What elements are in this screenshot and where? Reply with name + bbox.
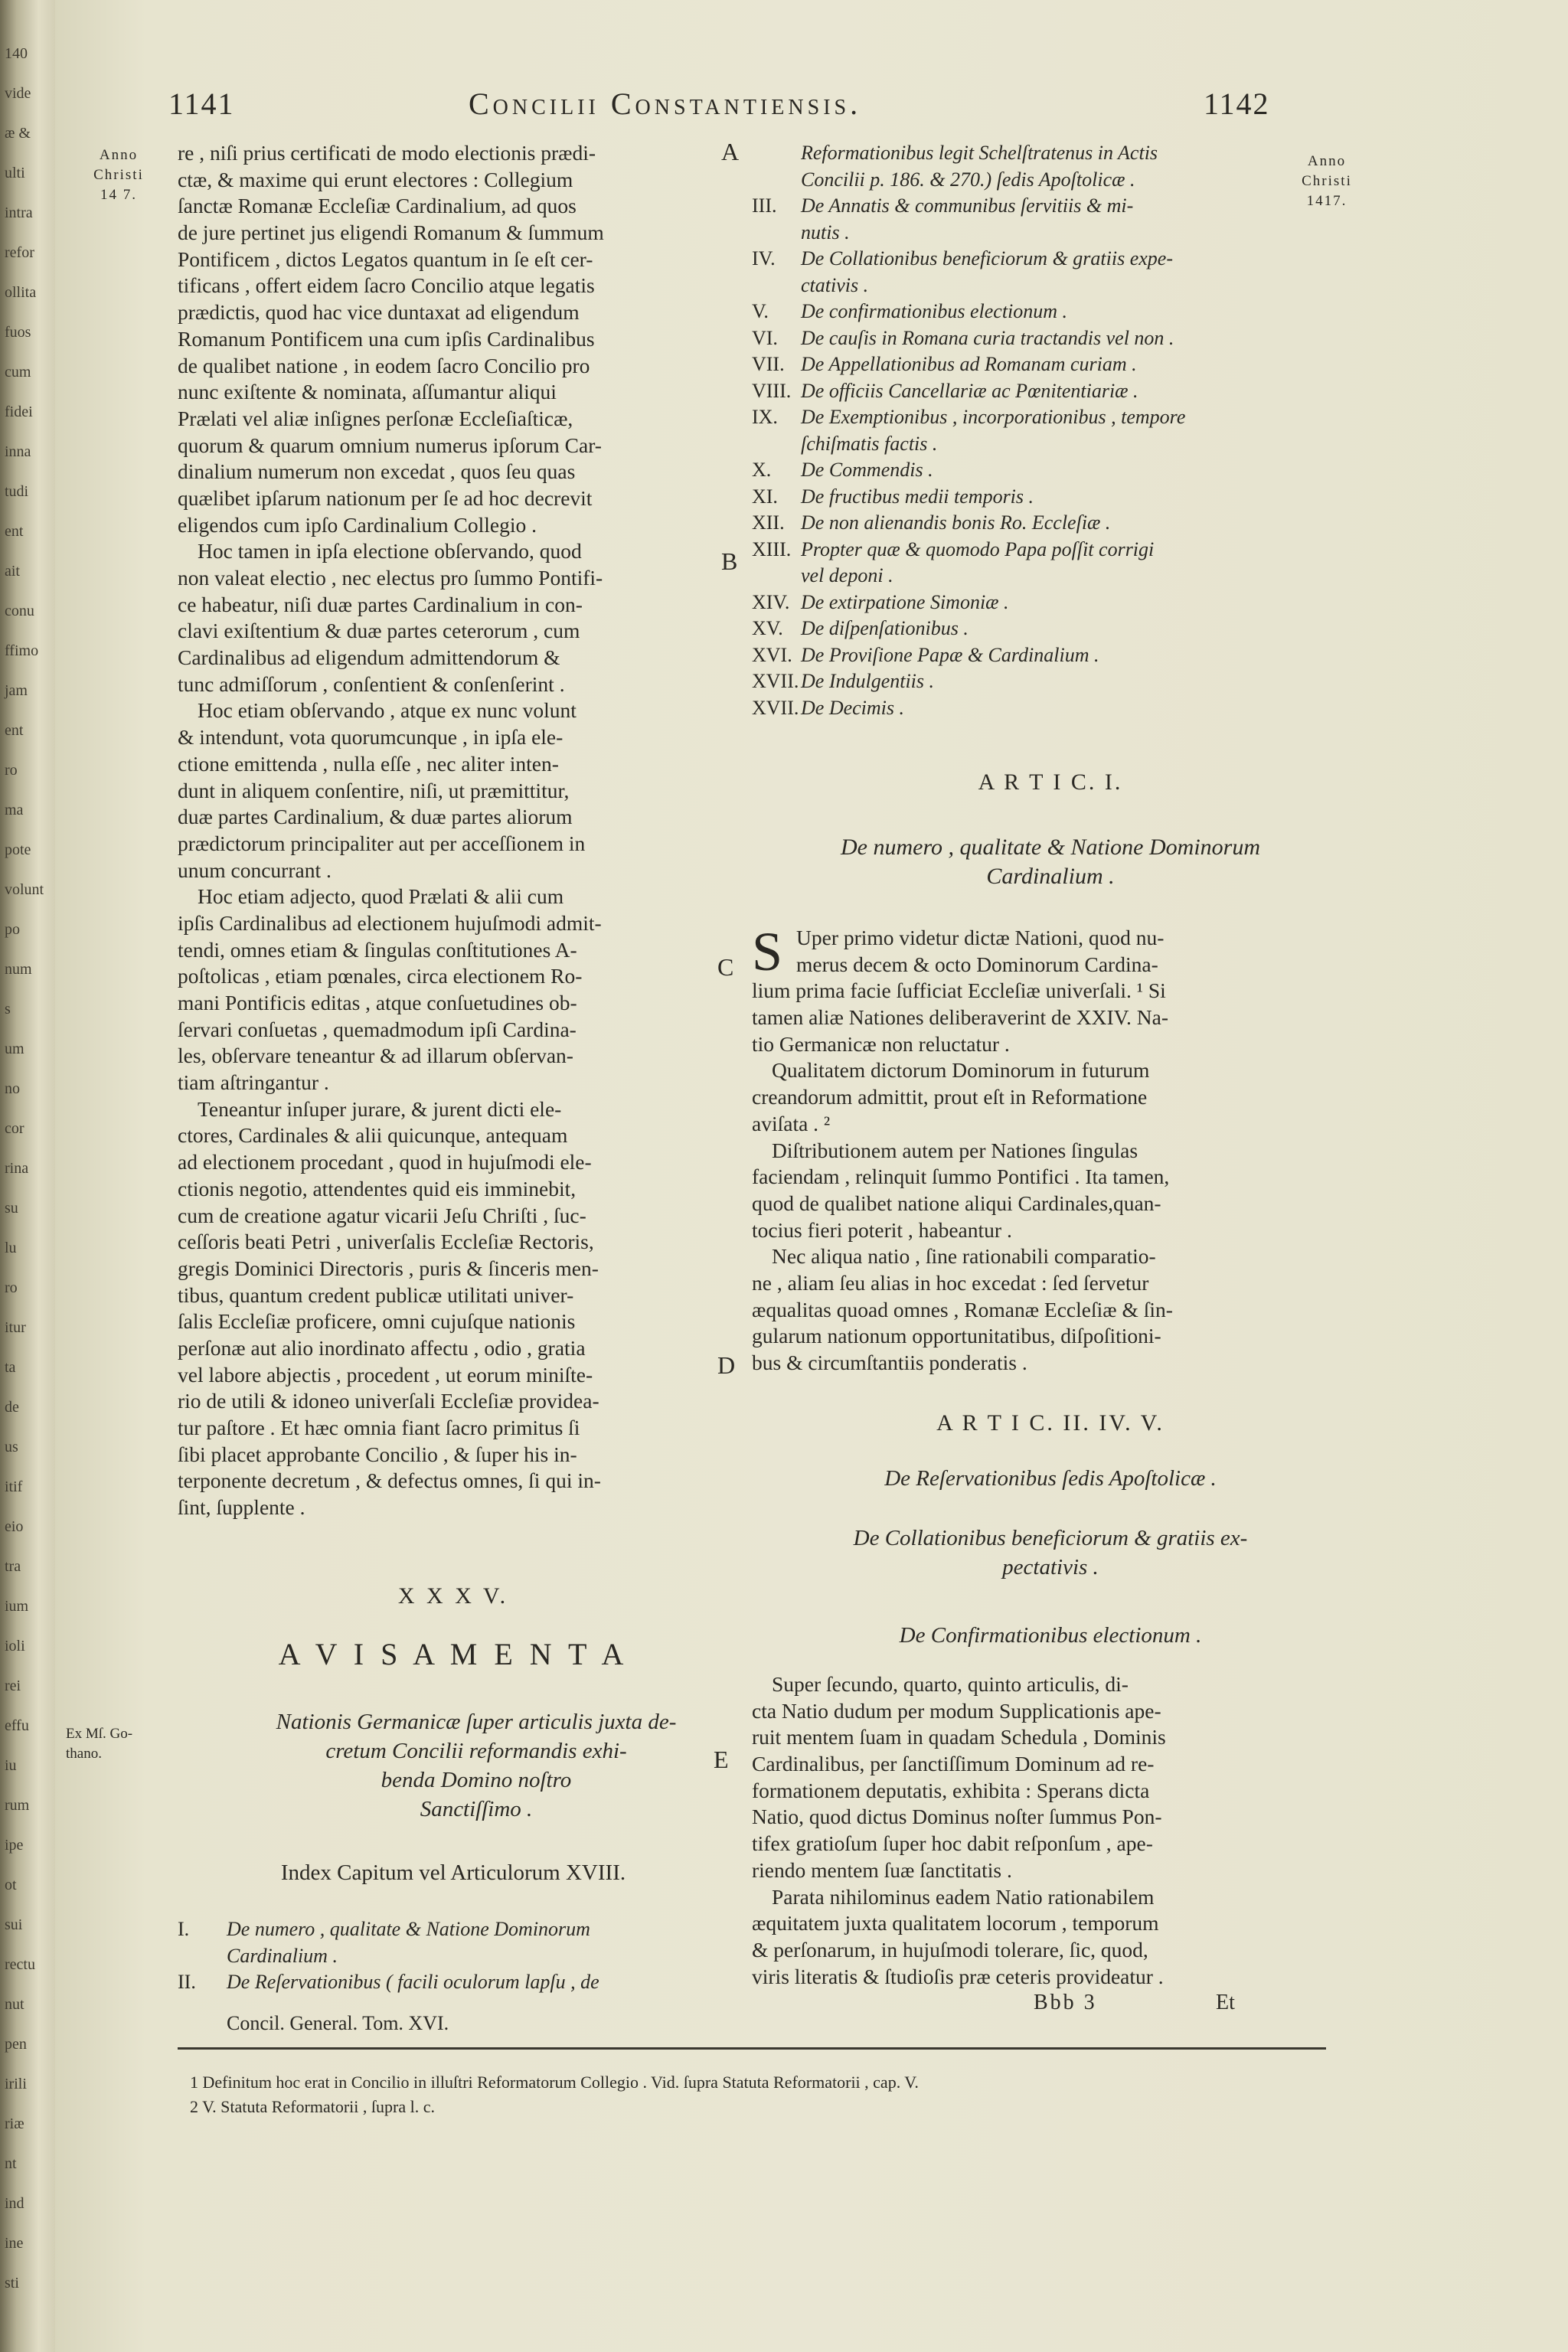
spine-text-fragment: refor: [5, 244, 34, 261]
spine-text-fragment: itif: [5, 1478, 23, 1495]
index-text: De Proviſione Papæ & Cardinalium .: [801, 643, 1099, 666]
text-line: non valeat electio , nec electus pro ſummo Pontifi-: [178, 566, 603, 590]
margin-year-left: [77, 145, 161, 205]
spine-text-fragment: fidei: [5, 403, 33, 420]
index-item: [752, 193, 1349, 220]
text-line: ſint, ſupplente .: [178, 1495, 305, 1520]
text-line: Diſtributionem autem per Nationes ſingulas: [772, 1138, 1138, 1162]
index-number: II.: [178, 1971, 196, 1993]
index-item: [752, 668, 1349, 695]
spine-text-fragment: po: [5, 921, 20, 938]
document-subtitle: [178, 1707, 775, 1824]
artic1-title-line: De numero , qualitate & Natione Dominorum: [840, 835, 1260, 860]
spine-text-fragment: tra: [5, 1558, 21, 1575]
text-line: Cardinalibus ad eligendum admittendorum &: [178, 645, 560, 670]
text-line: gregis Dominici Directoris , puris & ſinceris men-: [178, 1256, 599, 1280]
artic2-title: De Reſervationibus ſedis Apoſtolicæ .: [884, 1466, 1217, 1491]
margin-source-line: Ex Mſ. Go-: [66, 1726, 133, 1742]
spine-text-fragment: de: [5, 1399, 19, 1416]
text-line: creandorum admittit, prout eſt in Reformatione: [752, 1085, 1148, 1109]
index-list-left: [178, 1916, 775, 1996]
section-letter: D: [717, 1351, 736, 1379]
drop-cap: S: [752, 921, 783, 982]
margin-source-note: [66, 1724, 165, 1764]
index-number: VII.: [752, 353, 785, 375]
index-item: [752, 484, 1349, 511]
text-line: formationem deputatis, exhibita : Sperans dicta: [752, 1778, 1150, 1802]
page-number-left: 1141: [168, 87, 235, 121]
text-line: tocius fieri poterit , habeantur .: [752, 1217, 1012, 1242]
text-line: ipſis Cardinalibus ad electionem hujuſmodi admit-: [178, 910, 602, 935]
text-line: cta Natio dudum per modum Supplicationis ape-: [752, 1698, 1161, 1723]
text-line: lium prima facie ſufficiat Eccleſiæ univerſali. ¹ Si: [752, 978, 1166, 1003]
text-line: tur paſtore . Et hæc omnia fiant ſacro primitus ſi: [178, 1416, 580, 1439]
spine-text-fragment: 140: [5, 45, 28, 62]
text-line: tio Germanicæ non reluctatur .: [752, 1031, 1010, 1056]
index-number: III.: [752, 194, 777, 217]
spine-text-fragment: s: [5, 1001, 11, 1018]
index-text: De Commendis .: [801, 459, 933, 481]
spine-text-fragment: rum: [5, 1797, 30, 1814]
text-line: æqualitas quoad omnes , Romanæ Eccleſiæ & ſin-: [752, 1297, 1173, 1321]
margin-source-line: thano.: [66, 1746, 102, 1762]
margin-year-left-line: Christi: [93, 167, 144, 183]
text-line: quod de qualibet natione aliqui Cardinales,quan-: [752, 1191, 1161, 1215]
spine-text-fragment: um: [5, 1040, 24, 1057]
artic1-heading: A R T I C. I.: [978, 769, 1123, 795]
catchword: Et: [1216, 1991, 1235, 2014]
text-line: Pontificem , dictos Legatos quantum in ſe eſt cer-: [178, 247, 593, 271]
index-text-cont: ſchiſmatis factis .: [801, 432, 938, 455]
text-line: ctores, Cardinales & alii quicunque, antequam: [178, 1123, 568, 1148]
document-title: A V I S A M E N T A: [278, 1637, 629, 1671]
artic1-title-line: Cardinalium .: [986, 864, 1115, 889]
text-line: riendo mentem ſuæ ſanctitatis .: [752, 1857, 1012, 1882]
index-text: Reformationibus legit Schelſtratenus in Actis: [801, 142, 1158, 164]
index-number: IV.: [752, 247, 776, 270]
text-line: & intendunt, vota quorumcunque , in ipſa ele-: [178, 725, 564, 750]
spine-text-fragment: nut: [5, 1996, 24, 2013]
index-item: [752, 457, 1349, 484]
index-item: [752, 325, 1349, 352]
index-item: [752, 167, 1349, 194]
text-line: ceſſoris beati Petri , univerſalis Eccleſiæ Rectoris,: [178, 1230, 594, 1254]
spine-text-fragment: conu: [5, 603, 34, 619]
subtitle-line: benda Domino noſtro: [381, 1768, 572, 1792]
spine-text-fragment: sti: [5, 2275, 19, 2292]
text-line: Romanum Pontificem una cum ipſis Cardinalibus: [178, 326, 595, 351]
spine-text-fragment: lu: [5, 1240, 17, 1256]
text-line: de jure pertinet jus eligendi Romanum & ſummum: [178, 220, 604, 245]
text-line: re , niſi prius certificati de modo electionis prædi-: [178, 141, 596, 165]
text-line: ſanctæ Romanæ Eccleſiæ Cardinalium, ad quos: [178, 194, 577, 218]
index-number: XV.: [752, 617, 783, 639]
artic2-title-line: pectativis .: [1002, 1555, 1099, 1579]
index-text-cont: vel deponi .: [801, 564, 893, 586]
text-line: tifex gratioſum ſuper hoc dabit reſponſum , ape-: [752, 1831, 1153, 1856]
signature-mark: Bbb 3: [1034, 1991, 1097, 2014]
index-text: De Appellationibus ad Romanam curiam .: [801, 353, 1137, 375]
text-line: terponente decretum , & defectus omnes, ſi qui in-: [178, 1468, 601, 1493]
text-line: ctionis negotio, attendentes quid eis imminebit,: [178, 1176, 577, 1200]
artic2-text: [752, 1671, 1349, 1990]
index-number: IX.: [752, 406, 778, 428]
index-text: De Reſervationibus ( facili oculorum lapſu , de: [227, 1971, 599, 1993]
index-item: [752, 404, 1349, 431]
text-line: æquitatem juxta qualitatem locorum , temporum: [752, 1911, 1159, 1936]
text-line: ctæ, & maxime qui erunt electores : Collegium: [178, 167, 573, 191]
index-number: XVII.: [752, 696, 799, 719]
text-line: ne , aliam ſeu alias in hoc excedat : ſed ſervetur: [752, 1270, 1149, 1295]
spine-text-fragment: rectu: [5, 1956, 35, 1973]
index-text: De Annatis & communibus ſervitiis & mi-: [801, 194, 1134, 217]
index-text: De Collationibus beneficiorum & gratiis expe-: [801, 247, 1173, 270]
text-line: Uper primo videtur dictæ Nationi, quod nu-: [796, 926, 1165, 949]
artic1-text: [752, 921, 1349, 1377]
spine-text-fragment: rina: [5, 1160, 29, 1177]
text-line: merus decem & octo Dominorum Cardina-: [796, 952, 1158, 976]
text-line: aviſata . ²: [752, 1111, 831, 1135]
index-text: De officiis Cancellariæ ac Pœnitentiariæ .: [801, 379, 1138, 402]
index-number: XII.: [752, 511, 785, 534]
index-text: De non alienandis bonis Ro. Eccleſiæ .: [801, 511, 1111, 534]
left-column-text: [178, 140, 775, 1521]
text-line: les, obſervare teneantur & ad illarum obſervan-: [178, 1044, 573, 1068]
text-line: faciendam , relinquit ſummo Pontifici . Ita tamen,: [752, 1165, 1170, 1189]
index-item: [752, 590, 1349, 616]
index-text: De fructibus medii temporis .: [801, 485, 1034, 508]
index-text-cont: nutis .: [801, 220, 850, 243]
text-line: ad electionem procedant , quod in hujuſmodi ele-: [178, 1150, 592, 1174]
spine-text-fragment: us: [5, 1439, 18, 1455]
text-line: tificans , offert eidem ſacro Concilio atque legatis: [178, 273, 595, 298]
spine-text-fragment: ind: [5, 2195, 24, 2212]
text-line: eligendos cum ipſo Cardinalium Collegio .: [178, 512, 537, 537]
spine-text-fragment: iu: [5, 1757, 17, 1774]
subtitle-line: Sanctiſſimo .: [420, 1797, 533, 1821]
index-text: Propter quæ & quomodo Papa poſſit corrigi: [801, 537, 1155, 560]
text-line: tiam aſtringantur .: [178, 1070, 329, 1095]
index-item: [752, 299, 1349, 325]
text-line: mani Pontificis editas , atque conſuetudines ob-: [178, 991, 577, 1014]
volume-signature-line: Concil. General. Tom. XVI.: [227, 2012, 449, 2034]
spine-text-fragment: su: [5, 1200, 18, 1217]
text-line: ctione emittenda , nulla eſſe , nec aliter inten-: [178, 751, 559, 776]
text-line: Natio, quod dictus Dominus noſter ſummus Pon-: [752, 1805, 1162, 1829]
spine-text-fragment: ulti: [5, 165, 25, 181]
text-line: ſalis Eccleſiæ proficere, omni cujuſque nationis: [178, 1309, 576, 1334]
index-text-cont: ctativis .: [801, 273, 869, 296]
margin-year-left-line: 14 7.: [100, 187, 137, 203]
artic1-title: [752, 833, 1349, 891]
margin-year-right-line: 1417.: [1306, 193, 1348, 209]
spine-text-fragment: nt: [5, 2155, 17, 2172]
text-line: Qualitatem dictorum Dominorum in futurum: [772, 1058, 1150, 1083]
spine-text-fragment: num: [5, 961, 32, 978]
text-line: Hoc etiam adjecto, quod Prælati & alii cum: [198, 884, 564, 909]
text-line: ce habeatur, niſi duæ partes Cardinalium in con-: [178, 592, 583, 616]
spine-text-fragment: no: [5, 1080, 20, 1097]
book-spine-gutter: [0, 0, 55, 2352]
text-line: duæ partes Cardinalium, & duæ partes aliorum: [178, 805, 573, 829]
section-number: X X X V.: [397, 1583, 509, 1609]
spine-text-fragment: riæ: [5, 2115, 24, 2132]
book-page: [55, 0, 1568, 2352]
index-item: [752, 140, 1349, 167]
spine-text-fragment: ro: [5, 1279, 18, 1296]
spine-text-fragment: cum: [5, 364, 31, 381]
spine-text-fragment: jam: [5, 682, 28, 699]
text-line: Cardinalibus, per ſanctiſſimum Dominum ad re-: [752, 1752, 1155, 1776]
spine-text-fragment: ium: [5, 1598, 29, 1615]
text-line: poſtolicas , etiam pœnales, circa electionem Ro-: [178, 964, 583, 988]
section-letter: C: [717, 953, 734, 981]
artic2-heading: A R T I C. II. IV. V.: [936, 1410, 1165, 1436]
text-line: clavi exiſtentium & duæ partes ceterorum , cum: [178, 619, 580, 643]
text-line: Hoc tamen in ipſa electione obſervando, quod: [198, 539, 582, 564]
text-line: quælibet ipſarum nationum per ſe ad hoc decrevit: [178, 485, 593, 510]
index-number: I.: [178, 1918, 190, 1940]
text-line: gularum nationum opportunitatibus, diſpoſitioni-: [752, 1324, 1161, 1348]
spine-text-fragment: effu: [5, 1717, 29, 1734]
index-item: [752, 246, 1349, 273]
margin-year-left-line: Anno: [99, 147, 139, 163]
index-list-right: [752, 140, 1349, 721]
text-line: Super ſecundo, quarto, quinto articulis, di-: [772, 1672, 1129, 1696]
spine-text-fragment: ffimo: [5, 642, 39, 659]
section-letter: A: [721, 138, 740, 165]
text-line: ſibi placet approbante Concilio , & ſuper his in-: [178, 1442, 577, 1466]
spine-text-fragment: ine: [5, 2235, 24, 2252]
text-line: de qualibet natione , in eodem ſacro Concilio pro: [178, 353, 590, 377]
index-item: [752, 537, 1349, 564]
spine-text-fragment: intra: [5, 204, 33, 221]
spine-text-fragment: rei: [5, 1677, 21, 1694]
text-line: & perſonarum, in hujuſmodi tolerare, ſic, quod,: [752, 1937, 1148, 1962]
index-text: De Indulgentiis .: [801, 670, 935, 692]
index-text-cont: Cardinalium .: [227, 1944, 338, 1967]
index-number: XIII.: [752, 537, 792, 560]
text-line: tamen aliæ Nationes deliberaverint de XXIV. Na-: [752, 1005, 1168, 1030]
index-heading: Index Capitum vel Articulorum XVIII.: [280, 1860, 626, 1885]
spine-text-fragment: pote: [5, 841, 31, 858]
spine-text-fragment: inna: [5, 443, 31, 460]
spine-text-fragment: ro: [5, 762, 18, 779]
footnote: 1 Definitum hoc erat in Concilio in illuſtri Reformatorum Collegio . Vid. ſupra Statuta Reformatorii , cap. V.: [190, 2073, 919, 2092]
index-text: De extirpatione Simoniæ .: [801, 590, 1009, 613]
footnote: 2 V. Statuta Reformatorii , ſupra l. c.: [190, 2097, 435, 2116]
spine-text-fragment: eio: [5, 1518, 24, 1535]
index-number: VIII.: [752, 379, 792, 402]
index-item: [178, 1916, 775, 1943]
index-number: XVI.: [752, 643, 792, 666]
spine-text-fragment: ot: [5, 1877, 17, 1893]
spine-text-fragment: ta: [5, 1359, 16, 1376]
text-line: quorum & quarum omnium numerus ipſorum Car-: [178, 433, 602, 457]
index-text: De cauſis in Romana curia tractandis vel non .: [801, 326, 1174, 349]
index-number: XVII.: [752, 670, 799, 692]
text-line: Prælati vel aliæ inſignes perſonæ Eccleſiaſticæ,: [178, 406, 573, 430]
subtitle-line: cretum Concilii reformandis exhi-: [325, 1739, 627, 1763]
text-line: ruit mentem ſuam in quadam Schedula , Dominis: [752, 1725, 1166, 1749]
running-title: Concilii Constantiensis.: [469, 87, 862, 121]
section-letter: B: [721, 547, 738, 575]
footnote-rule: [178, 2047, 1326, 2050]
spine-text-fragment: fuos: [5, 324, 31, 341]
section-letter: E: [714, 1746, 729, 1773]
spine-text-fragment: ent: [5, 722, 24, 739]
text-line: perſonæ aut alio inordinato affectu , odio , gratia: [178, 1335, 586, 1360]
spine-text-fragment: ait: [5, 563, 20, 580]
index-item: [752, 510, 1349, 537]
text-line: dunt in aliquem conſentire, niſi, ut præmittitur,: [178, 778, 570, 802]
text-line: tunc admiſſorum , conſentient & conſenſerint .: [178, 671, 565, 696]
margin-year-right-line: Anno: [1307, 153, 1347, 169]
text-line: Parata nihilominus eadem Natio rationabilem: [772, 1884, 1155, 1909]
index-number: X.: [752, 459, 772, 481]
index-text: De Decimis .: [801, 696, 905, 719]
text-line: Hoc etiam obſervando , atque ex nunc volunt: [198, 698, 577, 723]
text-line: ſervari conſuetas , quemadmodum ipſi Cardina-: [178, 1017, 577, 1041]
text-line: rio de utili & idoneo univerſali Eccleſiæ providea-: [178, 1389, 599, 1413]
index-text: De confirmationibus electionum .: [801, 300, 1068, 322]
artic2-title-line: De Collationibus beneficiorum & gratiis ex-: [853, 1526, 1248, 1550]
index-text: Concilii p. 186. & 270.) ſedis Apoſtolicæ .: [801, 168, 1135, 191]
text-line: bus & circumſtantiis ponderatis .: [752, 1351, 1027, 1374]
text-line: cum de creatione agatur vicarii Jeſu Chriſti , ſuc-: [178, 1203, 586, 1227]
index-number: VI.: [752, 326, 778, 349]
text-line: unum concurrant .: [178, 858, 332, 882]
spine-text-fragment: cor: [5, 1120, 24, 1137]
text-line: prædictorum principaliter aut per acceſſionem in: [178, 831, 586, 855]
spine-text-fragment: ent: [5, 523, 24, 540]
spine-text-fragment: tudi: [5, 483, 29, 500]
text-line: tibus, quantum credent publicæ utilitati univer-: [178, 1282, 574, 1307]
index-item: [752, 378, 1349, 405]
index-item: [752, 351, 1349, 378]
spine-text-fragment: ipe: [5, 1837, 24, 1854]
index-number: XI.: [752, 485, 778, 508]
index-text: De diſpenſationibus .: [801, 617, 969, 639]
spine-text-fragment: irili: [5, 2076, 27, 2092]
index-item: [752, 616, 1349, 642]
index-number: XIV.: [752, 590, 790, 613]
artic2-title: De Confirmationibus electionum .: [899, 1623, 1202, 1648]
margin-year-right-line: Christi: [1302, 173, 1352, 189]
text-line: Teneantur inſuper jurare, & jurent dicti ele-: [198, 1096, 562, 1121]
spine-text-fragment: æ &: [5, 125, 31, 142]
text-line: Nec aliqua natio , ſine rationabili comparatio-: [772, 1244, 1156, 1269]
text-line: tendi, omnes etiam & ſingulas conſtitutiones A-: [178, 937, 577, 962]
subtitle-line: Nationis Germanicæ ſuper articulis juxta de-: [276, 1710, 677, 1734]
text-line: vel labore abjectis , procedent , ut eorum miniſte-: [178, 1362, 593, 1387]
index-item: [752, 642, 1349, 669]
spine-text-fragment: ma: [5, 802, 24, 818]
spine-text-fragment: ollita: [5, 284, 37, 301]
index-text: De numero , qualitate & Natione Dominorum: [227, 1918, 590, 1940]
index-item: [752, 695, 1349, 722]
spine-text-fragment: ioli: [5, 1638, 25, 1655]
text-line: dinalium numerum non excedat , quos ſeu quas: [178, 459, 576, 484]
index-item: [178, 1969, 775, 1996]
spine-text-fragment: itur: [5, 1319, 26, 1336]
spine-text-fragment: pen: [5, 2036, 27, 2053]
text-line: viris literatis & ſtudioſis præ ceteris provideatur .: [752, 1964, 1164, 1988]
spine-text-fragment: sui: [5, 1916, 23, 1933]
spine-text-fragment: volunt: [5, 881, 44, 898]
text-line: nunc exiſtente & nominata, aſſumantur aliqui: [178, 380, 557, 404]
artic2-title: [752, 1524, 1349, 1582]
text-line: prædictis, quod hac vice duntaxat ad eligendum: [178, 300, 580, 325]
page-number-right: 1142: [1204, 87, 1270, 121]
index-text: De Exemptionibus , incorporationibus , tempore: [801, 406, 1186, 428]
index-number: V.: [752, 300, 769, 322]
spine-text-fragment: vide: [5, 85, 31, 102]
